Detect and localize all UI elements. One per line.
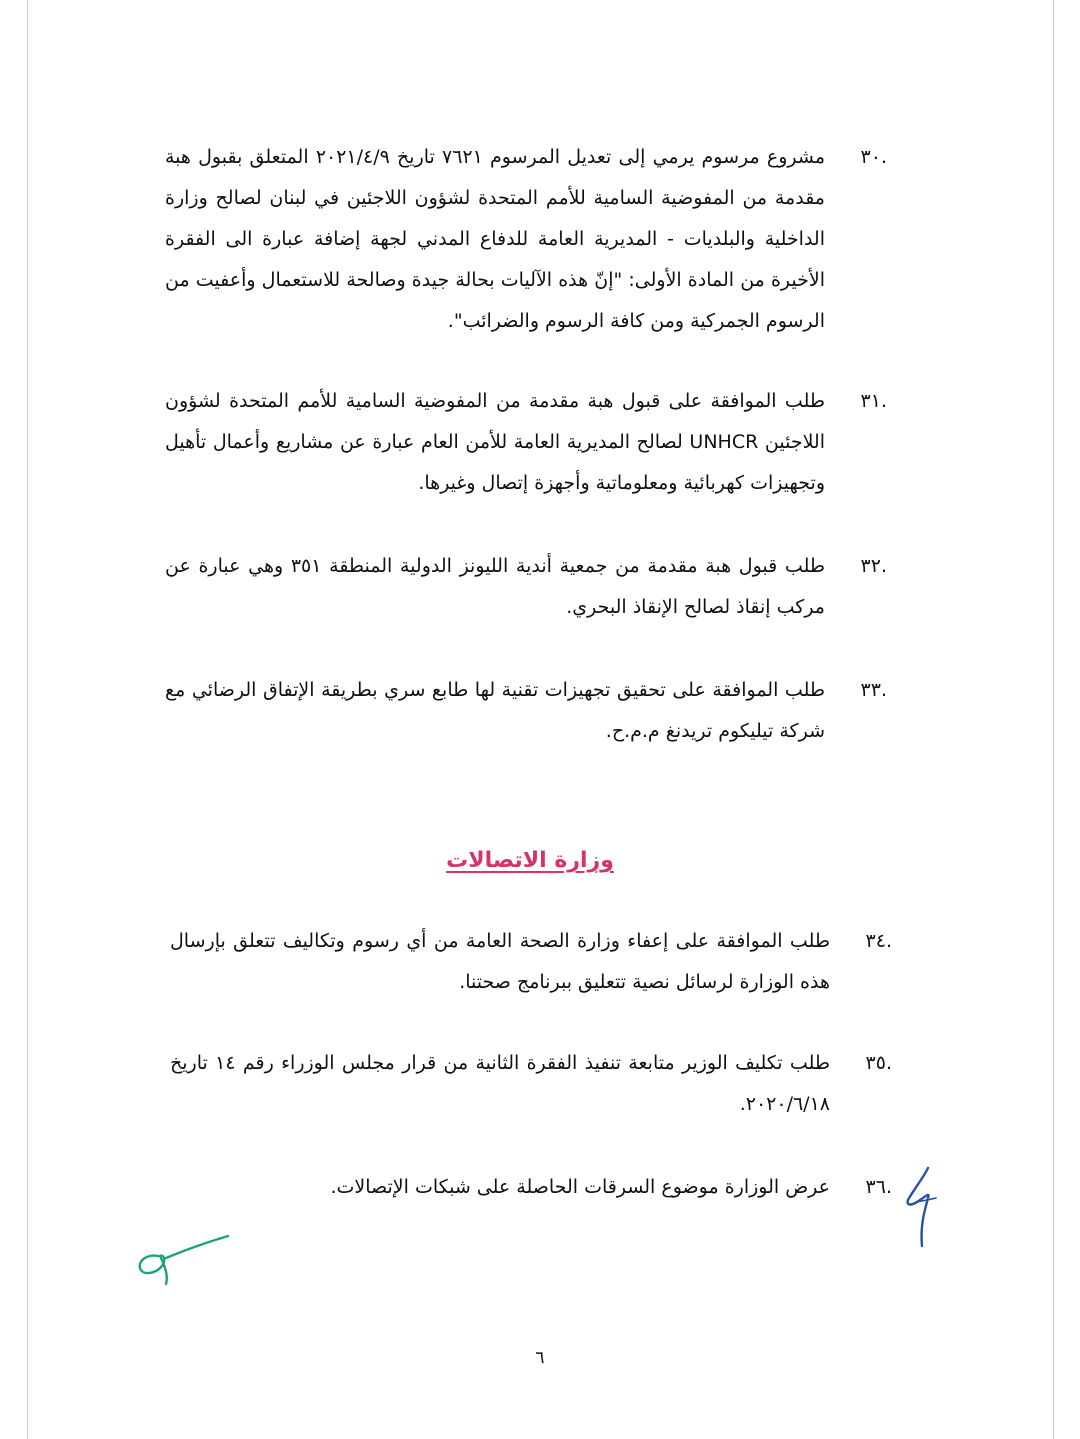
agenda-item-number: .٣٤ — [865, 930, 892, 952]
agenda-item-number: .٣٠ — [860, 146, 887, 168]
agenda-item-31 — [165, 381, 887, 511]
agenda-item-34 — [170, 921, 892, 1011]
agenda-item-text: طلب الموافقة على إعفاء وزارة الصحة العامة من أي رسوم وتكاليف تتعلق بإرسال هذه الوزارة لرسائل نصية تتعليق ببرنامج صحتنا. — [170, 930, 830, 993]
agenda-item-text: طلب قبول هبة مقدمة من جمعية أندية الليونز الدولية المنطقة ٣٥١ وهي عبارة عن مركب إنقاذ لصالح الإنقاذ البحري. — [165, 555, 825, 618]
agenda-item-text: طلب الموافقة على قبول هبة مقدمة من المفوضية السامية للأمم المتحدة لشؤون اللاجئين UNHCR لصالح المديرية العامة للأمن العام عبارة عن مشاريع وأعمال تأهيل وتجهيزات كهربائية ومعلوماتية وأجهزة إتصال وغيرها. — [165, 390, 825, 494]
section-title: وزارة الاتصالات — [446, 848, 614, 873]
agenda-item-text: طلب تكليف الوزير متابعة تنفيذ الفقرة الثانية من قرار مجلس الوزراء رقم ١٤ تاريخ ٢٠٢٠/٦/١٨. — [170, 1052, 830, 1115]
agenda-item-number: .٣٢ — [860, 555, 887, 577]
agenda-item-number: .٣٦ — [865, 1176, 892, 1198]
green-initial-signature — [130, 1228, 240, 1288]
agenda-item-number: .٣١ — [860, 390, 887, 412]
blue-initial-signature — [898, 1162, 948, 1252]
page-number: ٦ — [535, 1348, 545, 1368]
agenda-item-30 — [165, 137, 887, 347]
agenda-item-36 — [170, 1167, 892, 1212]
agenda-item-33 — [165, 670, 887, 760]
agenda-item-text: مشروع مرسوم يرمي إلى تعديل المرسوم ٧٦٢١ تاريخ ٢٠٢١/٤/٩ المتعلق بقبول هبة مقدمة من المفوضية السامية للأمم المتحدة لشؤون اللاجئين في لبنان لصالح وزارة الداخلية والبلديات - المديرية العامة للدفاع المدني لجهة إضافة عبارة الى الفقرة الأخيرة من المادة الأولى: "إنّ هذه الآليات بحالة جيدة وصالحة للاستعمال وأعفيت من الرسوم الجمركية ومن كافة الرسوم والضرائب". — [165, 146, 825, 332]
agenda-item-32 — [165, 546, 887, 636]
agenda-item-number: .٣٥ — [865, 1052, 892, 1074]
agenda-item-number: .٣٣ — [860, 679, 887, 701]
agenda-item-text: عرض الوزارة موضوع السرقات الحاصلة على شبكات الإتصالات. — [330, 1176, 830, 1198]
agenda-item-text: طلب الموافقة على تحقيق تجهيزات تقنية لها طابع سري بطريقة الإتفاق الرضائي مع شركة تيليكوم تريدنغ م.م.ح. — [165, 679, 825, 742]
agenda-item-35 — [170, 1043, 892, 1133]
